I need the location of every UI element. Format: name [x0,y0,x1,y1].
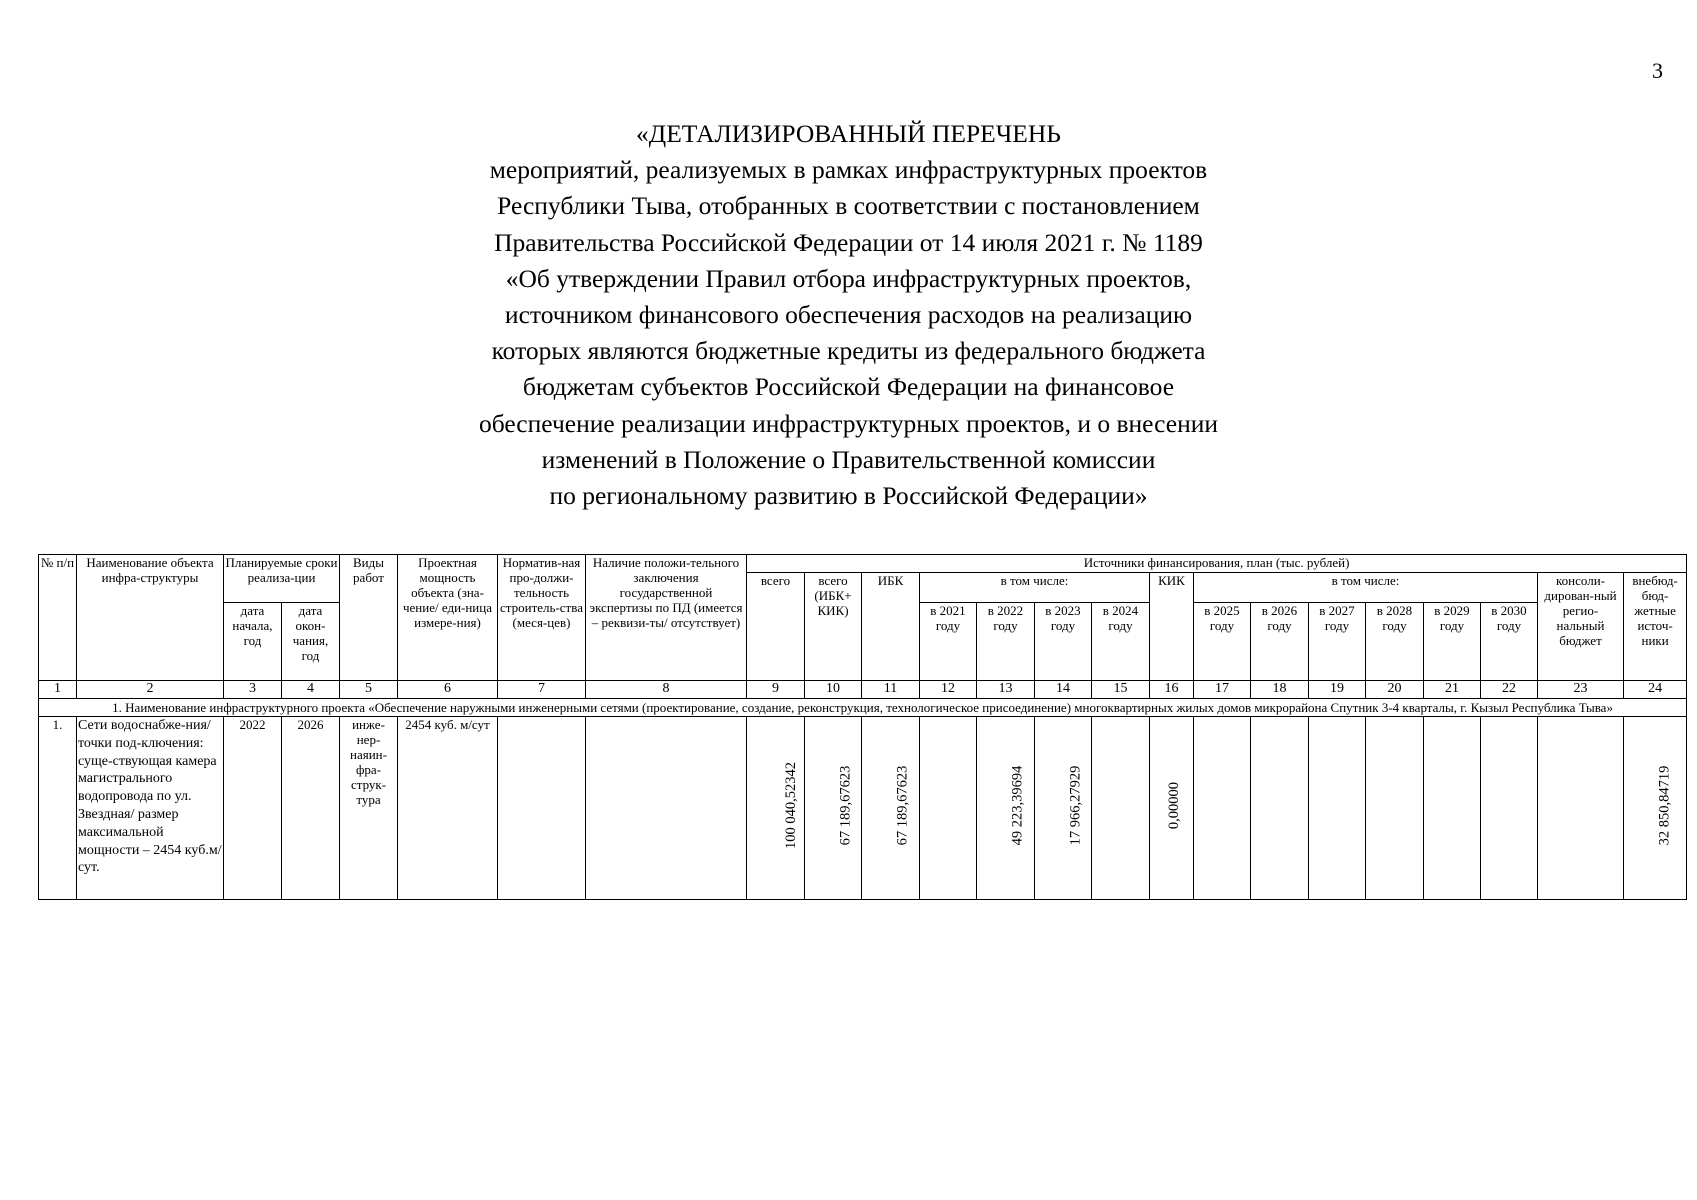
column-number: 19 [1309,681,1366,699]
page-number: 3 [1652,58,1663,83]
header-year: в 2029 году [1424,603,1481,681]
header-normative-duration: Норматив-ная про-должи-тельность строитель-ства (меся-цев) [498,555,586,681]
row-num: 1. [39,717,77,900]
title-line: обеспечение реализации инфраструктурных проектов, и о внесении [478,408,1219,438]
row-extrabudgetary-cell [1624,717,1687,900]
column-number: 11 [862,681,920,699]
header-year: в 2021 году [920,603,977,681]
header-ibk: ИБК [862,573,920,681]
title-line: источником финансового обеспечения расходов на реализацию [504,300,1193,330]
row-2027 [1309,717,1366,900]
column-number: 8 [586,681,747,699]
column-number: 17 [1194,681,1251,699]
column-number: 15 [1092,681,1150,699]
row-2024 [1092,717,1150,900]
row-total-ibk-kik: 67 189,67623 [837,765,854,846]
title-line: по региональному развитию в Российской Федерации» [549,481,1148,511]
header-year: в 2027 году [1309,603,1366,681]
header-total: всего [747,573,805,681]
header-year: в 2024 году [1092,603,1150,681]
title-line: «Об утверждении Правил отбора инфраструктурных проектов, [505,263,1192,293]
column-number: 18 [1251,681,1309,699]
column-number: 24 [1624,681,1687,699]
row-2022: 49 223,39694 [1009,765,1026,846]
title-line: Республики Тыва, отобранных в соответствии с постановлением [497,191,1200,221]
row-ibk-cell [862,717,920,900]
column-number: 20 [1366,681,1424,699]
title-line: мероприятий, реализуемых в рамках инфраструктурных проектов [489,155,1208,185]
header-expertise: Наличие положи-тельного заключения государственной экспертизы по ПД (имеется – реквизи-ты/ отсутствует) [586,555,747,681]
header-extrabudgetary: внебюд-бюд-жетные источ-ники [1624,573,1687,681]
column-number: 6 [398,681,498,699]
column-number: 21 [1424,681,1481,699]
header-capacity: Проектная мощность объекта (зна-чение/ еди-ница измере-ния) [398,555,498,681]
row-extrabudgetary: 32 850,84719 [1656,765,1673,846]
column-number: 16 [1150,681,1194,699]
column-number: 7 [498,681,586,699]
row-total: 100 040,52342 [783,762,799,849]
row-total-cell [747,717,805,900]
header-year: в 2025 году [1194,603,1251,681]
column-number: 10 [805,681,862,699]
header-year: в 2026 году [1251,603,1309,681]
column-number: 22 [1481,681,1538,699]
column-number: 9 [747,681,805,699]
header-year: в 2023 году [1035,603,1092,681]
project-title: 1. Наименование инфраструктурного проекта «Обеспечение наружными инженерными сетями (проектирование, создание, реконструкция, технологическое присоединение) многоквартирных жилых домов микрорайона Спутник 3-4 кварталы, г. Кызыл Республика Тыва» [39,699,1687,717]
document-title [0,116,1697,514]
title-line: изменений в Положение о Правительственной комиссии [541,444,1156,474]
header-work-type: Виды работ [340,555,398,681]
row-2023: 17 966,27929 [1067,765,1084,846]
header-start-date: дата начала, год [224,603,282,681]
row-2028 [1366,717,1424,900]
header-num: № п/п [39,555,77,681]
header-year: в 2022 году [977,603,1035,681]
header-financing-sources: Источники финансирования, план (тыс. рублей) [747,555,1687,573]
row-2029 [1424,717,1481,900]
row-expertise [586,717,747,900]
table-row [39,717,1687,900]
column-number: 23 [1538,681,1624,699]
column-number: 1 [39,681,77,699]
row-end-year: 2026 [282,717,340,900]
header-including-1: в том числе: [920,573,1150,603]
row-2022-cell [977,717,1035,900]
header-including-2: в том числе: [1194,573,1538,603]
row-2026 [1251,717,1309,900]
header-total-ibk-kik: всего (ИБК+ КИК) [805,573,862,681]
row-start-year: 2022 [224,717,282,900]
row-2030 [1481,717,1538,900]
column-number: 13 [977,681,1035,699]
title-line: бюджетам субъектов Российской Федерации на финансовое [522,372,1175,402]
header-planned-terms: Планируемые сроки реализа-ции [224,555,340,603]
header-object-name: Наименование объекта инфра-структуры [77,555,224,681]
column-number: 12 [920,681,977,699]
header-consolidated-budget: консоли-дирован-ный регио-нальный бюджет [1538,573,1624,681]
column-number: 14 [1035,681,1092,699]
column-number: 3 [224,681,282,699]
title-line: которых являются бюджетные кредиты из федерального бюджета [491,336,1206,366]
row-kik: 0,00000 [1166,781,1183,830]
row-capacity: 2454 куб. м/сут [398,717,498,900]
header-year: в 2028 году [1366,603,1424,681]
title-line: Правительства Российской Федерации от 14 июля 2021 г. № 1189 [494,227,1203,257]
header-year: в 2030 году [1481,603,1538,681]
row-kik-cell [1150,717,1194,900]
row-object-name: Сети водоснабже-ния/ точки под-ключения: суще-ствующая камера магистрального водопровода по ул. Звездная/ размер максимальной мощности – 2454 куб.м/сут. [77,717,224,900]
row-2021 [920,717,977,900]
column-number: 2 [77,681,224,699]
column-number: 4 [282,681,340,699]
row-total-ibk-kik-cell [805,717,862,900]
row-2023-cell [1035,717,1092,900]
column-number: 5 [340,681,398,699]
title-line: «ДЕТАЛИЗИРОВАННЫЙ ПЕРЕЧЕНЬ [636,119,1061,148]
register-table [38,554,1687,900]
column-number-row [39,681,1687,699]
row-ibk: 67 189,67623 [894,765,911,846]
row-work-type: инже-нер-наяин-фра-струк-тура [340,717,398,900]
row-consolidated-budget [1538,717,1624,900]
row-2025 [1194,717,1251,900]
header-kik: КИК [1150,573,1194,681]
header-end-date: дата окон-чания, год [282,603,340,681]
row-normative-duration [498,717,586,900]
